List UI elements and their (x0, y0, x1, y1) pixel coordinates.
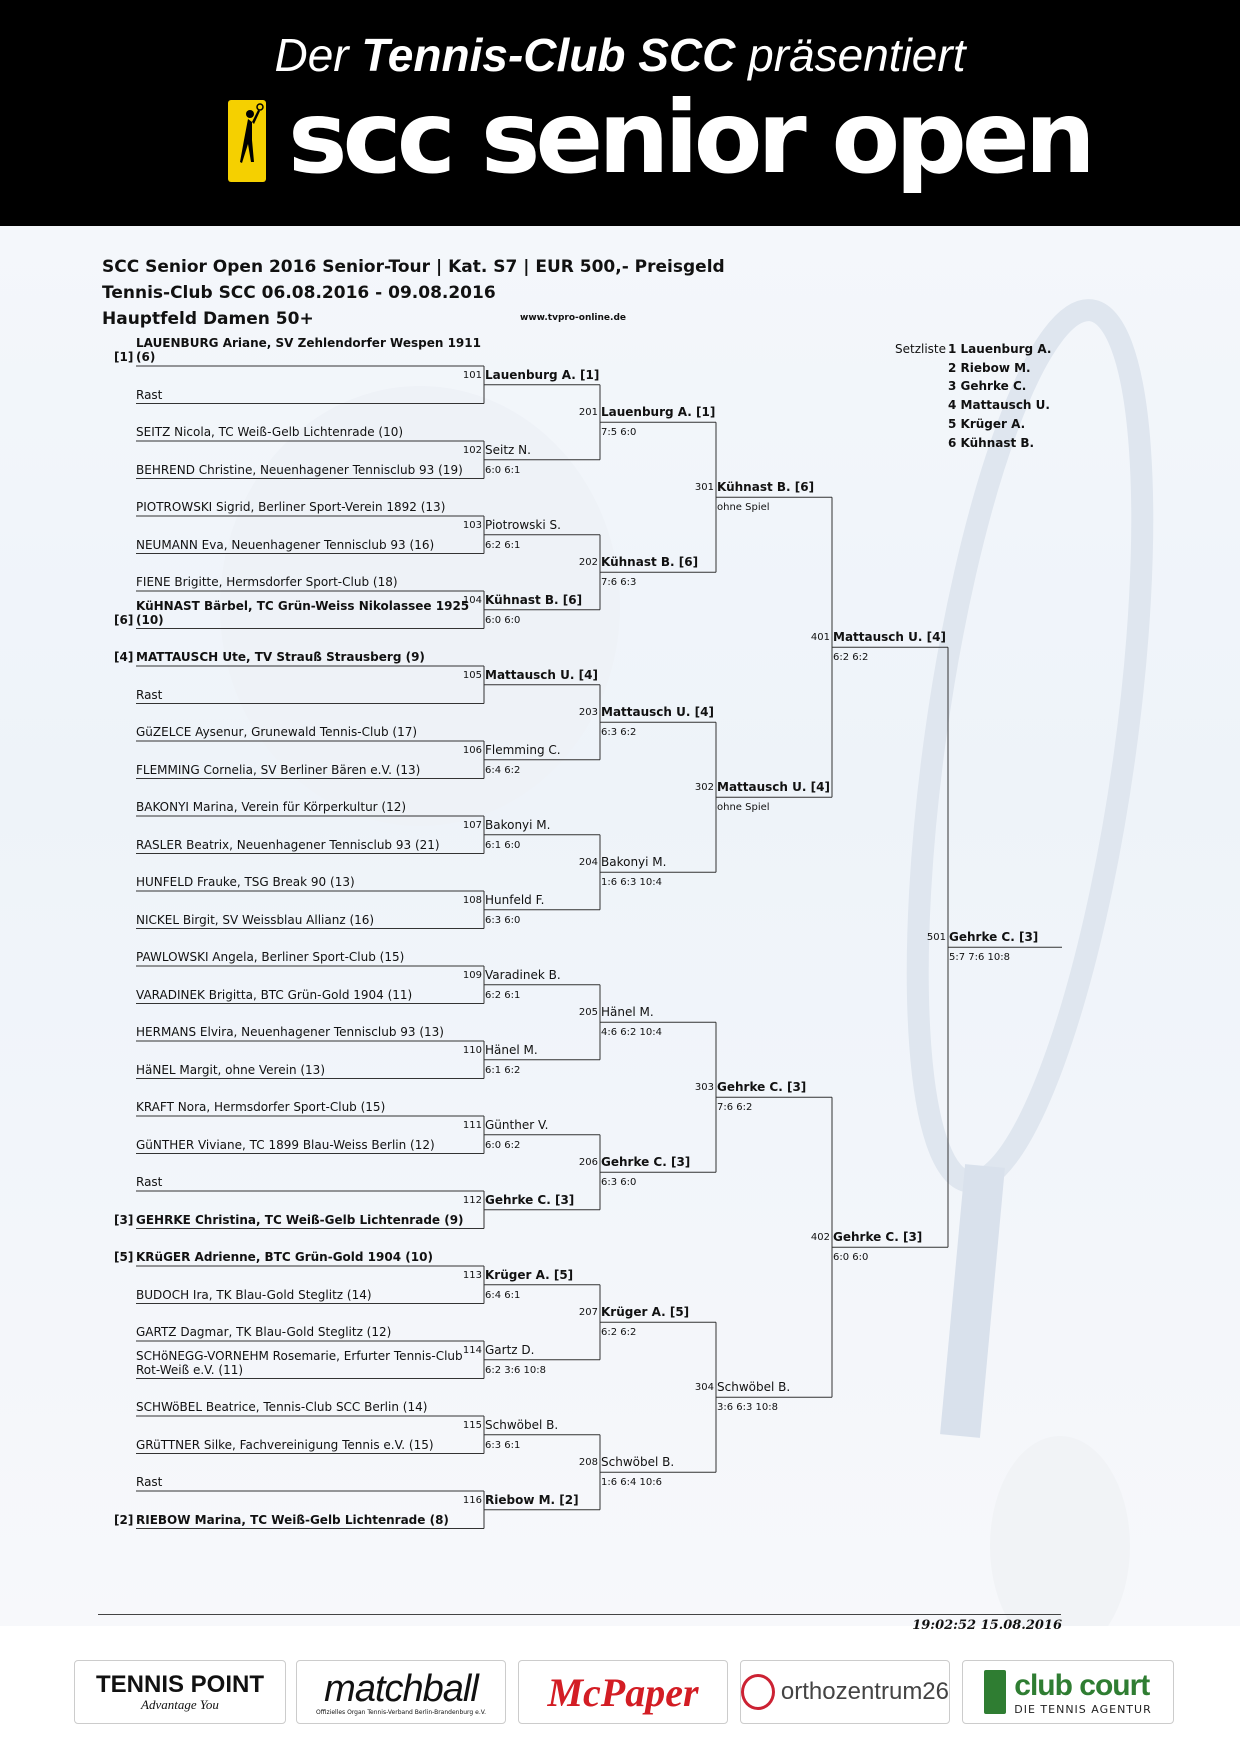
match-score: 6:0 6:0 (485, 614, 521, 626)
match-number: 104 (462, 594, 482, 606)
match-winner: Schwöbel B. (485, 1417, 559, 1432)
player-entry: RIEBOW Marina, TC Weiß-Gelb Lichtenrade (8) (136, 1512, 449, 1527)
player-entry: PAWLOWSKI Angela, Berliner Sport-Club (15) (136, 950, 405, 964)
match-winner: Krüger A. [5] (601, 1305, 690, 1320)
print-timestamp: 19:02:52 15.08.2016 (912, 1618, 1062, 1633)
orthozentrum-logo-icon (741, 1674, 775, 1710)
player-entry: GARTZ Dagmar, TK Blau-Gold Steglitz (12) (136, 1325, 392, 1339)
match-winner: Lauenburg A. [1] (601, 405, 716, 420)
sponsor-tennis-point-name: TENNIS POINT (95, 1671, 264, 1698)
player-entry: GüNTHER Viviane, TC 1899 Blau-Weiss Berlin (12) (136, 1137, 435, 1152)
seed-list-item: 6 Kühnast B. (948, 435, 1035, 450)
player-entry: HERMANS Elvira, Neuenhagener Tennisclub 93 (13) (136, 1025, 444, 1039)
match-score: 6:0 6:1 (485, 464, 521, 476)
match-winner: Lauenburg A. [1] (485, 367, 600, 382)
player-seed: [6] (114, 612, 134, 627)
match-score: ohne Spiel (717, 502, 770, 514)
seed-list-item: 3 Gehrke C. (948, 379, 1027, 394)
player-entry: NICKEL Birgit, SV Weissblau Allianz (16) (136, 912, 375, 927)
player-entry: KRüGER Adrienne, BTC Grün-Gold 1904 (10) (136, 1250, 433, 1264)
seed-list-label: Setzliste (895, 342, 947, 356)
player-entry: HUNFELD Frauke, TSG Break 90 (13) (136, 875, 355, 889)
player-entry: BEHREND Christine, Neuenhagener Tennisclub 93 (19) (136, 462, 463, 477)
match-score: 6:3 6:2 (601, 727, 637, 739)
player-entry: VARADINEK Brigitta, BTC Grün-Gold 1904 (11) (136, 987, 413, 1002)
match-winner: Bakonyi M. (601, 855, 667, 870)
match-number: 401 (810, 632, 830, 644)
match-score: 6:2 6:2 (601, 1327, 637, 1339)
match-winner: Bakonyi M. (485, 817, 551, 832)
sponsor-mcpaper-name: McPaper (547, 1669, 699, 1715)
player-seed: [5] (114, 1250, 134, 1264)
player-entry: FIENE Brigitte, Hermsdorfer Sport-Club (18) (136, 575, 398, 589)
player-entry: Rast (136, 687, 163, 702)
match-number: 207 (578, 1307, 598, 1319)
match-score: 6:3 6:0 (485, 914, 521, 926)
match-winner: Kühnast B. [6] (717, 480, 815, 495)
sponsor-club-court-sub: DIE TENNIS AGENTUR (1014, 1702, 1152, 1716)
sponsor-matchball-name: matchball (324, 1668, 478, 1710)
player-entry: RASLER Beatrix, Neuenhagener Tennisclub 93 (21) (136, 837, 440, 852)
match-number: 101 (462, 369, 482, 381)
match-winner: Mattausch U. [4] (601, 705, 714, 720)
player-entry: FLEMMING Cornelia, SV Berliner Bären e.V. (13) (136, 762, 421, 777)
match-winner: Piotrowski S. (485, 517, 561, 532)
match-score: 6:0 6:2 (485, 1139, 521, 1151)
player-entry: PIOTROWSKI Sigrid, Berliner Sport-Verein 1892 (13) (136, 500, 446, 514)
match-score: 6:2 6:1 (485, 989, 521, 1001)
match-winner: Hänel M. (601, 1005, 654, 1020)
match-score: 3:6 6:3 10:8 (717, 1402, 779, 1414)
match-score: ohne Spiel (717, 802, 770, 814)
match-winner: Kühnast B. [6] (485, 592, 583, 607)
player-entry: GRüTTNER Silke, Fachvereinigung Tennis e.V. (15) (136, 1437, 434, 1452)
tagline-post: präsentiert (748, 29, 966, 81)
seed-list-item: 4 Mattausch U. (948, 398, 1050, 413)
player-entry: KüHNAST Bärbel, TC Grün-Weiss Nikolassee 1925 (10) (136, 598, 470, 627)
player-entry: SCHWöBEL Beatrice, Tennis-Club SCC Berlin (14) (136, 1400, 428, 1414)
match-number: 203 (578, 707, 598, 719)
match-number: 402 (810, 1232, 830, 1244)
match-winner: Kühnast B. [6] (601, 555, 699, 570)
player-entry: Rast (136, 1475, 163, 1489)
match-score: 6:2 6:2 (833, 652, 869, 664)
match-winner: Schwöbel B. (601, 1455, 675, 1470)
match-winner: Gehrke C. [3] (833, 1230, 923, 1245)
player-seed: [4] (114, 650, 134, 664)
match-winner: Seitz N. (485, 442, 531, 457)
match-winner: Mattausch U. [4] (833, 630, 946, 645)
match-number: 113 (462, 1269, 482, 1281)
match-score: 6:2 6:1 (485, 539, 521, 551)
match-score: 6:1 6:0 (485, 839, 521, 851)
final-winner: Gehrke C. [3] (949, 930, 1039, 945)
source-url[interactable]: www.tvpro-online.de (520, 313, 626, 323)
sponsor-orthozentrum[interactable] (740, 1660, 950, 1724)
player-entry: NEUMANN Eva, Neuenhagener Tennisclub 93 (16) (136, 537, 435, 552)
match-number: 105 (462, 669, 482, 681)
match-number: 109 (462, 969, 482, 981)
match-score: 6:0 6:0 (833, 1252, 869, 1264)
match-number: 304 (694, 1382, 714, 1394)
match-number: 204 (578, 857, 598, 869)
match-score: 6:3 6:1 (485, 1439, 521, 1451)
draw-name: Hauptfeld Damen 50+ (102, 309, 314, 329)
match-number: 303 (694, 1082, 714, 1094)
player-seed: [1] (114, 350, 134, 364)
match-number: 116 (462, 1494, 482, 1506)
match-number: 115 (462, 1419, 482, 1431)
match-number: 208 (578, 1457, 598, 1469)
player-seed: [3] (114, 1212, 134, 1227)
match-winner: Hänel M. (485, 1042, 538, 1057)
match-score: 6:2 3:6 10:8 (485, 1364, 547, 1376)
match-winner: Flemming C. (485, 742, 561, 757)
match-winner: Varadinek B. (485, 967, 561, 982)
match-winner: Günther V. (485, 1117, 549, 1132)
brand-title: scc senior open (288, 79, 1091, 196)
player-entry: KRAFT Nora, Hermsdorfer Sport-Club (15) (136, 1100, 386, 1114)
match-score: 6:4 6:1 (485, 1289, 521, 1301)
player-seed: [2] (114, 1512, 134, 1527)
tournament-title: SCC Senior Open 2016 Senior-Tour | Kat. S7 | EUR 500,- Preisgeld (102, 257, 725, 277)
seed-list-item: 1 Lauenburg A. (948, 342, 1052, 356)
player-entry: MATTAUSCH Ute, TV Strauß Strausberg (9) (136, 650, 425, 664)
match-number: 206 (578, 1157, 598, 1169)
match-score: 7:5 6:0 (601, 427, 637, 439)
match-winner: Schwöbel B. (717, 1380, 791, 1395)
player-entry: SCHöNEGG-VORNEHM Rosemarie, Erfurter Tennis-Club Rot-Weiß e.V. (11) (136, 1348, 463, 1377)
seed-list-item: 2 Riebow M. (948, 360, 1031, 375)
sponsor-club-court-name: club court (1014, 1668, 1150, 1702)
match-score: 4:6 6:2 10:4 (601, 1027, 663, 1039)
sponsor-tennis-point[interactable] (74, 1660, 286, 1724)
player-entry: Rast (136, 387, 163, 402)
match-winner: Gartz D. (485, 1342, 535, 1357)
match-number: 114 (462, 1344, 482, 1356)
tagline-pre: Der (274, 29, 349, 81)
seed-list-item: 5 Krüger A. (948, 416, 1026, 431)
player-entry: BUDOCH Ira, TK Blau-Gold Steglitz (14) (136, 1287, 372, 1302)
match-winner: Riebow M. [2] (485, 1492, 579, 1507)
footer-divider (98, 1614, 1061, 1615)
player-entry: SEITZ Nicola, TC Weiß-Gelb Lichtenrade (10) (136, 425, 404, 439)
player-entry: GüZELCE Aysenur, Grunewald Tennis-Club (17) (136, 725, 418, 739)
match-score: 7:6 6:2 (717, 1102, 753, 1114)
sponsor-matchball-sub: Offizielles Organ Tennis-Verband Berlin-Brandenburg e.V. (316, 1709, 486, 1716)
match-number: 205 (578, 1007, 598, 1019)
sponsor-matchball[interactable] (296, 1660, 506, 1724)
player-entry: LAUENBURG Ariane, SV Zehlendorfer Wespen 1911 (6) (136, 336, 481, 364)
match-score: 1:6 6:4 10:6 (601, 1477, 663, 1489)
sponsor-mcpaper[interactable] (518, 1660, 728, 1724)
match-winner: Gehrke C. [3] (601, 1155, 691, 1170)
player-entry: BAKONYI Marina, Verein für Körperkultur (12) (136, 800, 407, 814)
match-number: 108 (462, 894, 482, 906)
match-score: 6:4 6:2 (485, 764, 521, 776)
player-entry: Rast (136, 1175, 163, 1189)
match-number: 107 (462, 819, 482, 831)
tagline-club: Tennis-Club SCC (361, 29, 736, 81)
match-winner: Gehrke C. [3] (717, 1080, 807, 1095)
match-number: 106 (462, 744, 482, 756)
match-number: 501 (926, 932, 946, 944)
player-entry: GEHRKE Christina, TC Weiß-Gelb Lichtenrade (9) (136, 1212, 464, 1227)
match-winner: Krüger A. [5] (485, 1267, 574, 1282)
match-number: 110 (462, 1044, 482, 1056)
match-winner: Mattausch U. [4] (717, 780, 830, 795)
sponsor-orthozentrum-name: orthozentrum26 (780, 1678, 949, 1705)
match-number: 111 (462, 1119, 482, 1131)
club-court-logo-icon (984, 1670, 1006, 1714)
match-number: 301 (694, 482, 714, 494)
sponsor-club-court[interactable] (962, 1660, 1174, 1724)
match-winner: Gehrke C. [3] (485, 1192, 575, 1207)
tournament-venue-dates: Tennis-Club SCC 06.08.2016 - 09.08.2016 (102, 283, 496, 303)
match-number: 102 (462, 444, 482, 456)
match-number: 112 (462, 1194, 482, 1206)
player-entry: HäNEL Margit, ohne Verein (13) (136, 1062, 325, 1077)
final-score: 5:7 7:6 10:8 (949, 952, 1011, 964)
match-score: 6:1 6:2 (485, 1064, 521, 1076)
match-score: 6:3 6:0 (601, 1177, 637, 1189)
match-number: 103 (462, 519, 482, 531)
match-number: 201 (578, 407, 598, 419)
sponsor-tennis-point-slogan: Advantage You (141, 1697, 219, 1712)
match-score: 1:6 6:3 10:4 (601, 877, 663, 889)
match-number: 302 (694, 782, 714, 794)
match-winner: Mattausch U. [4] (485, 667, 598, 682)
match-number: 202 (578, 557, 598, 569)
match-winner: Hunfeld F. (485, 892, 545, 907)
match-score: 7:6 6:3 (601, 577, 637, 589)
